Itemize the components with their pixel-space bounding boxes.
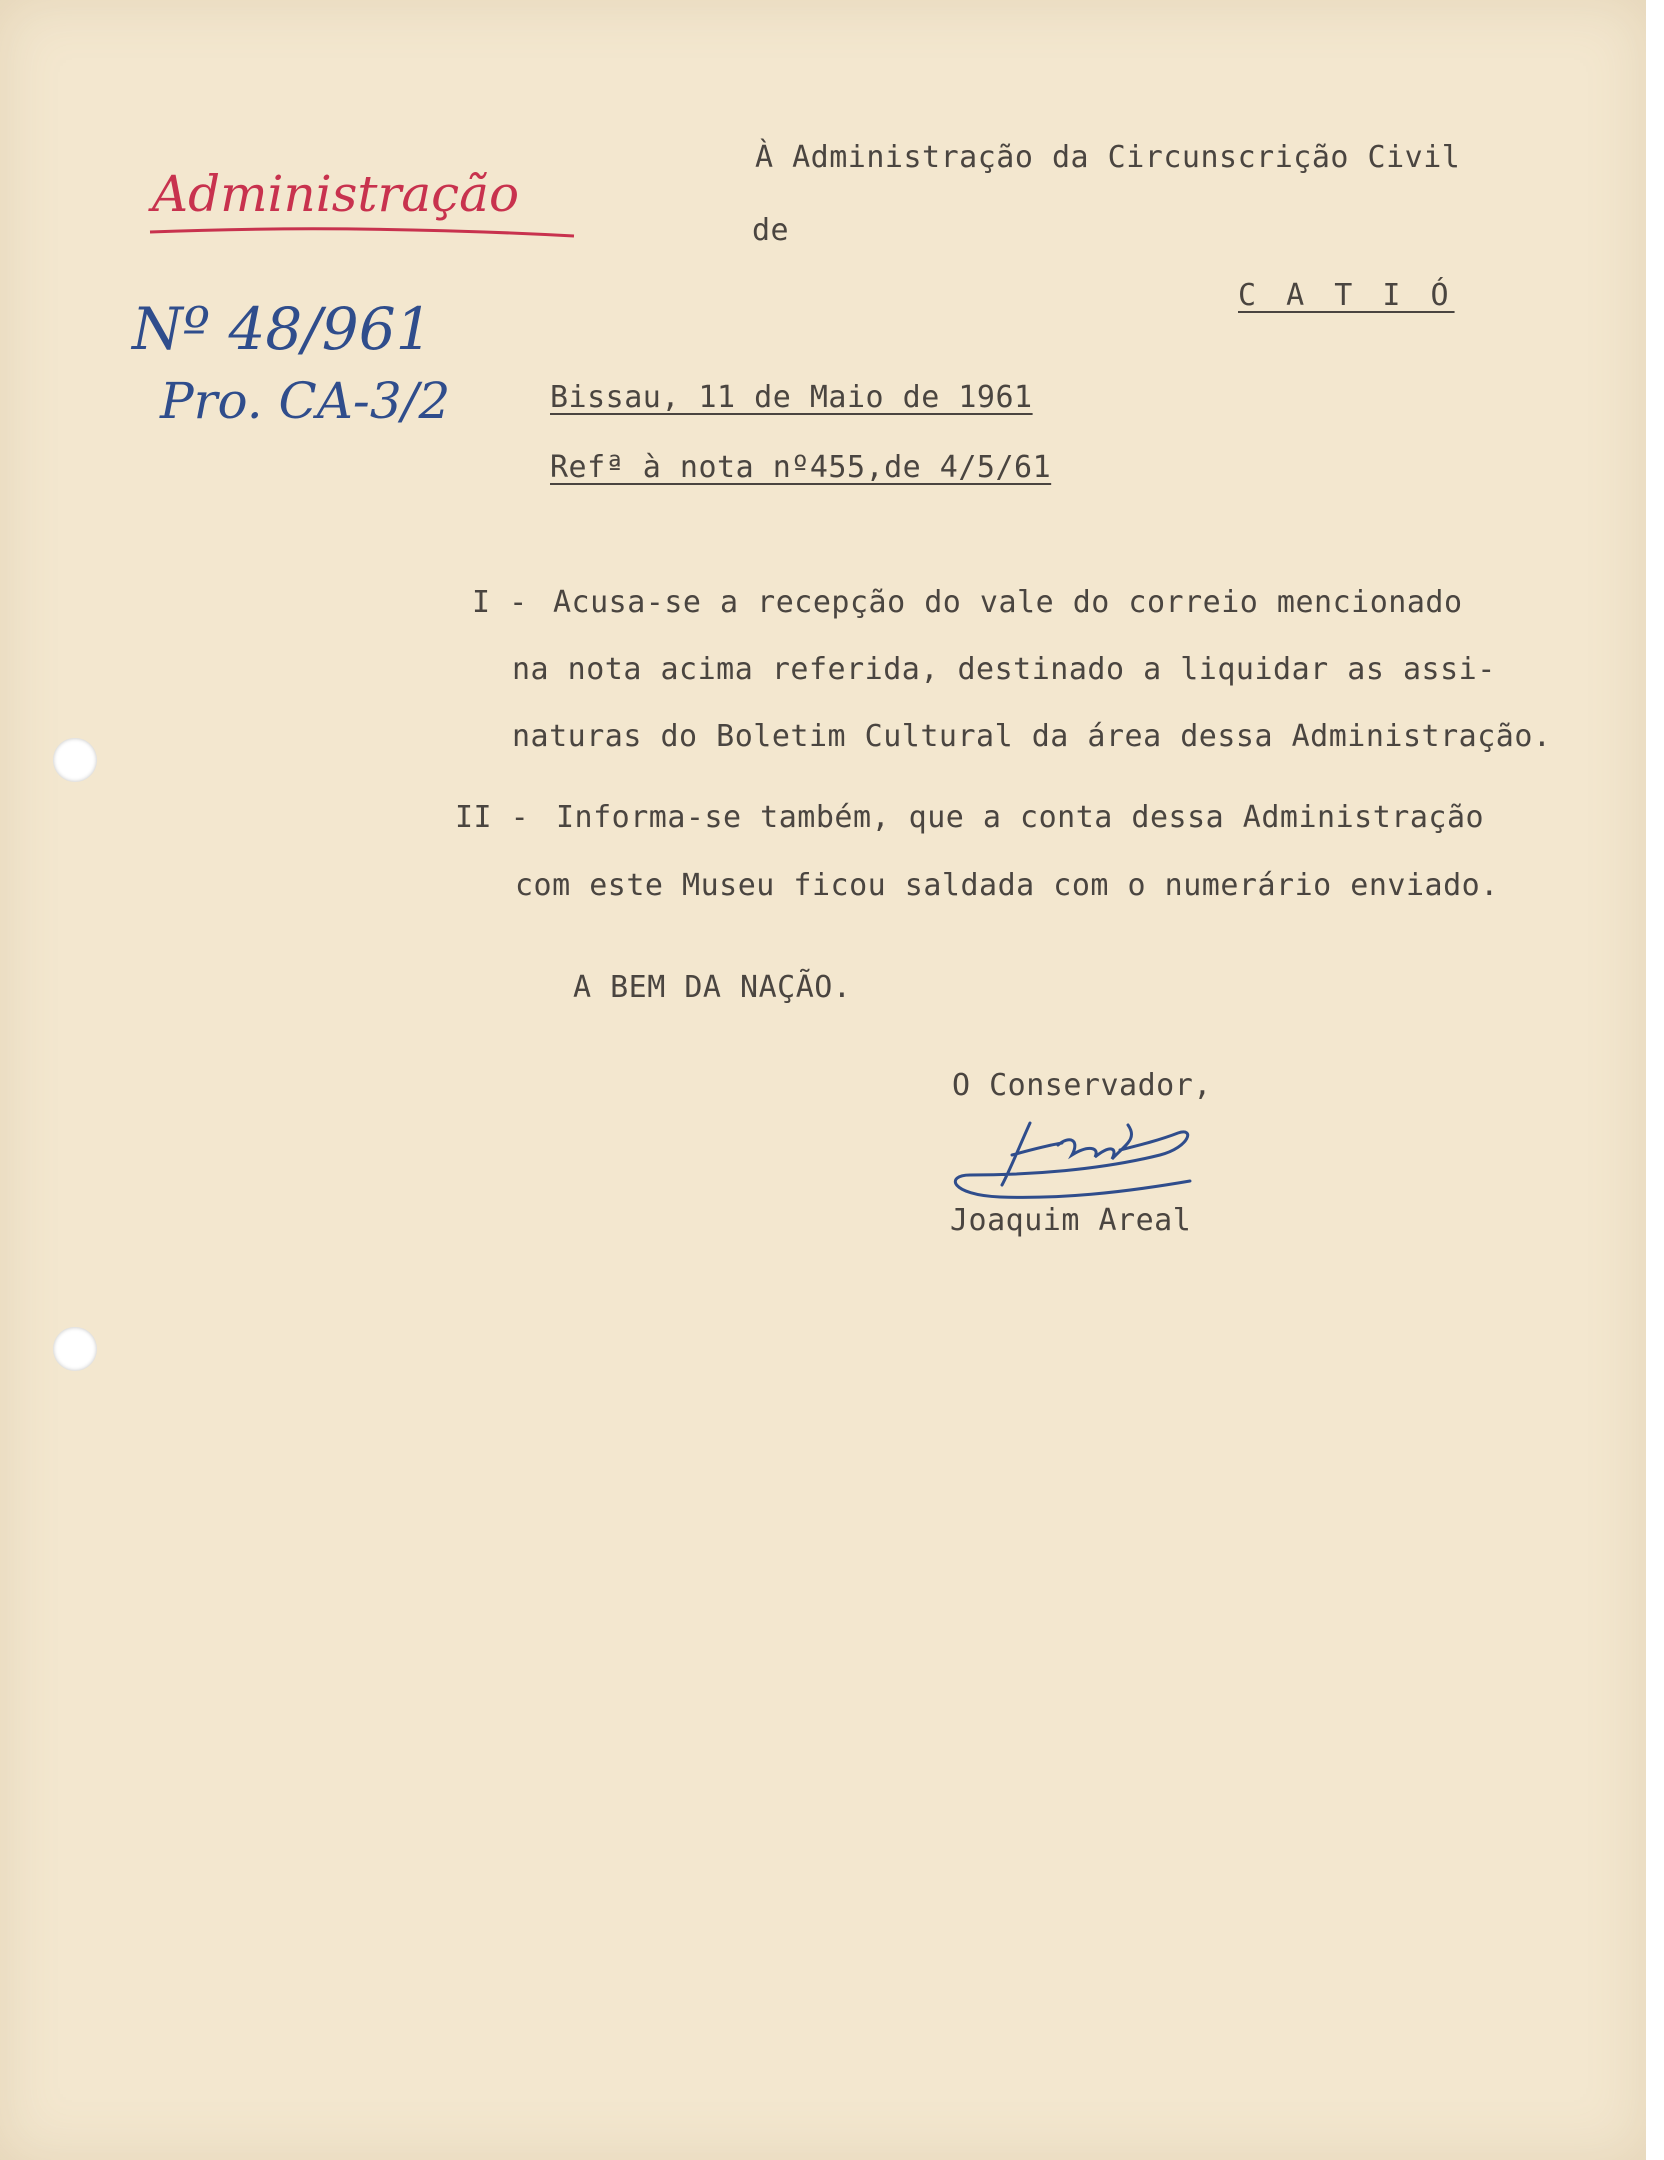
date-line: Bissau, 11 de Maio de 1961 — [550, 380, 1033, 415]
signatory-name: Joaquim Areal — [950, 1203, 1192, 1238]
item-2-line-1: Informa-se também, que a conta dessa Administração — [556, 800, 1485, 835]
address-line-1: À Administração da Circunscrição Civil — [755, 140, 1461, 175]
handwritten-process-annotation: Pro. CA-3/2 — [160, 372, 451, 430]
handwritten-dept-annotation: Administração — [152, 165, 520, 223]
item-1-line-1: Acusa-se a recepção do vale do correio mencionado — [553, 585, 1463, 620]
item-2-numeral: II - — [455, 800, 530, 835]
address-line-2: de — [752, 213, 790, 248]
page-edge — [1646, 0, 1664, 2160]
item-1-line-3: naturas do Boletim Cultural da área dessa Administração. — [512, 719, 1552, 754]
punch-hole — [53, 1327, 97, 1371]
punch-hole — [53, 738, 97, 782]
red-underline — [148, 222, 578, 242]
closing-line: A BEM DA NAÇÃO. — [573, 970, 852, 1005]
handwritten-number-annotation: Nº 48/961 — [132, 295, 433, 363]
address-place: C A T I Ó — [1238, 278, 1455, 313]
signature — [940, 1115, 1240, 1210]
item-2-line-2: com este Museu ficou saldada com o numerário enviado. — [515, 868, 1499, 903]
reference-line: Refª à nota nº455,de 4/5/61 — [550, 450, 1052, 485]
item-1-line-2: na nota acima referida, destinado a liquidar as assi- — [512, 652, 1496, 687]
signatory-title: O Conservador, — [952, 1068, 1212, 1103]
item-1-numeral: I - — [472, 585, 528, 620]
